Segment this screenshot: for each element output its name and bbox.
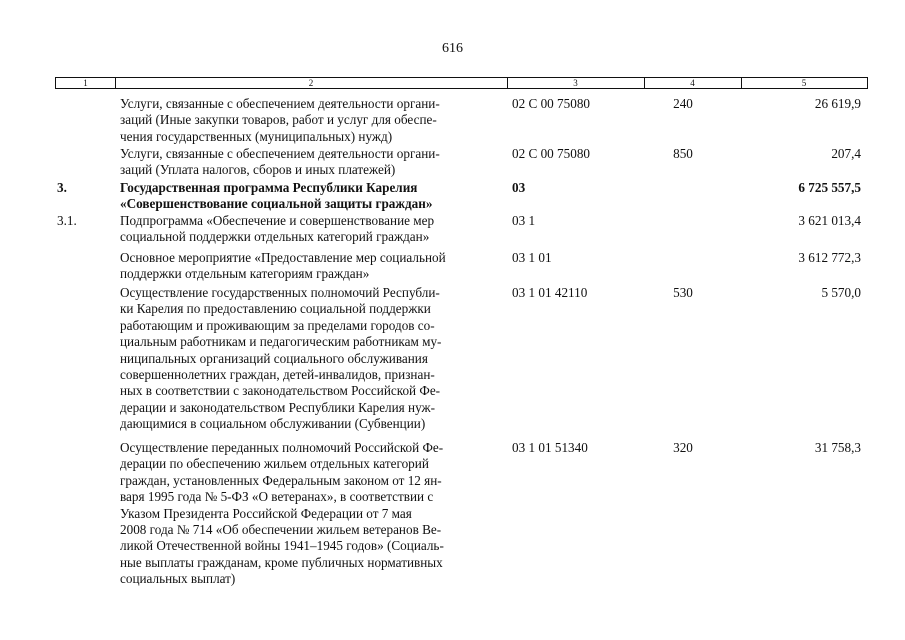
row-amount: 207,4 [831, 146, 861, 161]
row-description-line: Государственная программа Республики Карелия [120, 180, 418, 195]
row-description-line: граждан, установленных Федеральным законом от 12 ян- [120, 472, 442, 488]
row-description-line: ки Карелия по предоставлению социальной поддержки [120, 301, 431, 317]
row-description-line: Услуги, связанные с обеспечением деятельности органи- [120, 146, 440, 161]
row-description-line: дающимися в социальном обслуживании (Субвенции) [120, 416, 426, 432]
row-description-line: Подпрограмма «Обеспечение и совершенствование мер [120, 213, 435, 228]
row-description-line: социальной поддержки отдельных категорий граждан» [120, 229, 430, 245]
row-description-line: варя 1995 года № 5-ФЗ «О ветеранах», в соответствии с [120, 489, 434, 505]
row-description-line: ных в соответствии с законодательством Российской Фе- [120, 383, 441, 399]
row-number: 3.1. [57, 213, 77, 228]
row-description-line: ликой Отечественной войны 1941–1945 годов» (Социаль- [120, 538, 444, 554]
row-amount: 6 725 557,5 [798, 180, 861, 195]
row-description-line: ные выплаты гражданам, кроме публичных нормативных [120, 554, 443, 570]
header-col-4: 4 [644, 78, 742, 88]
row-description-line: циальным работникам и педагогическим работникам му- [120, 334, 442, 350]
row-description-line: чения государственных (муниципальных) нужд) [120, 128, 393, 144]
row-code: 03 1 01 51340 [512, 440, 588, 455]
header-col-5: 5 [801, 78, 807, 88]
row-description-line: дерации и законодательством Республики Карелия нуж- [120, 399, 436, 415]
row-description-line: Услуги, связанные с обеспечением деятельности органи- [120, 96, 440, 111]
row-amount: 26 619,9 [814, 96, 861, 111]
row-expense-type: 530 [673, 285, 693, 300]
table-header-row [55, 77, 868, 89]
row-expense-type: 320 [673, 440, 693, 455]
row-amount: 3 612 772,3 [798, 250, 861, 265]
row-code: 03 1 01 42110 [512, 285, 588, 300]
row-description-line: заций (Уплата налогов, сборов и иных платежей) [120, 162, 396, 178]
row-description-line: социальных выплат) [120, 571, 236, 587]
header-col-3: 3 [507, 78, 645, 88]
page-number: 616 [442, 41, 463, 56]
row-description-line: 2008 года № 714 «Об обеспечении жильем ветеранов Ве- [120, 522, 442, 537]
row-description-line: Осуществление государственных полномочий Республи- [120, 285, 440, 300]
row-description-line: Указом Президента Российской Федерации от 7 мая [120, 505, 412, 521]
row-expense-type: 240 [673, 96, 693, 111]
row-amount: 31 758,3 [814, 440, 861, 455]
row-amount: 3 621 013,4 [798, 213, 861, 228]
row-description-line: Осуществление переданных полномочий Российской Фе- [120, 440, 444, 455]
header-col-1: 1 [56, 78, 116, 88]
row-expense-type: 850 [673, 146, 693, 161]
row-description-line: ниципальных организаций социального обслуживания [120, 350, 428, 366]
row-description-line: совершеннолетних граждан, детей-инвалидов, признан- [120, 367, 435, 382]
row-description-line: работающим и проживающим за пределами городов со- [120, 317, 435, 333]
row-code: 03 [512, 180, 526, 195]
row-code: 02 С 00 75080 [512, 96, 591, 111]
row-code: 03 1 [512, 213, 536, 228]
row-code: 03 1 01 [512, 250, 552, 265]
row-amount: 5 570,0 [821, 285, 861, 300]
row-description-line: Основное мероприятие «Предоставление мер социальной [120, 250, 446, 265]
row-description-line: заций (Иные закупки товаров, работ и услуг для обеспе- [120, 112, 437, 128]
row-number: 3. [57, 180, 67, 195]
header-col-2: 2 [115, 78, 508, 88]
row-code: 02 С 00 75080 [512, 146, 591, 161]
row-description-line: дерации по обеспечению жильем отдельных категорий [120, 456, 429, 472]
row-description-line: «Совершенствование социальной защиты граждан» [120, 196, 433, 212]
row-description-line: поддержки отдельным категориям граждан» [120, 266, 370, 282]
